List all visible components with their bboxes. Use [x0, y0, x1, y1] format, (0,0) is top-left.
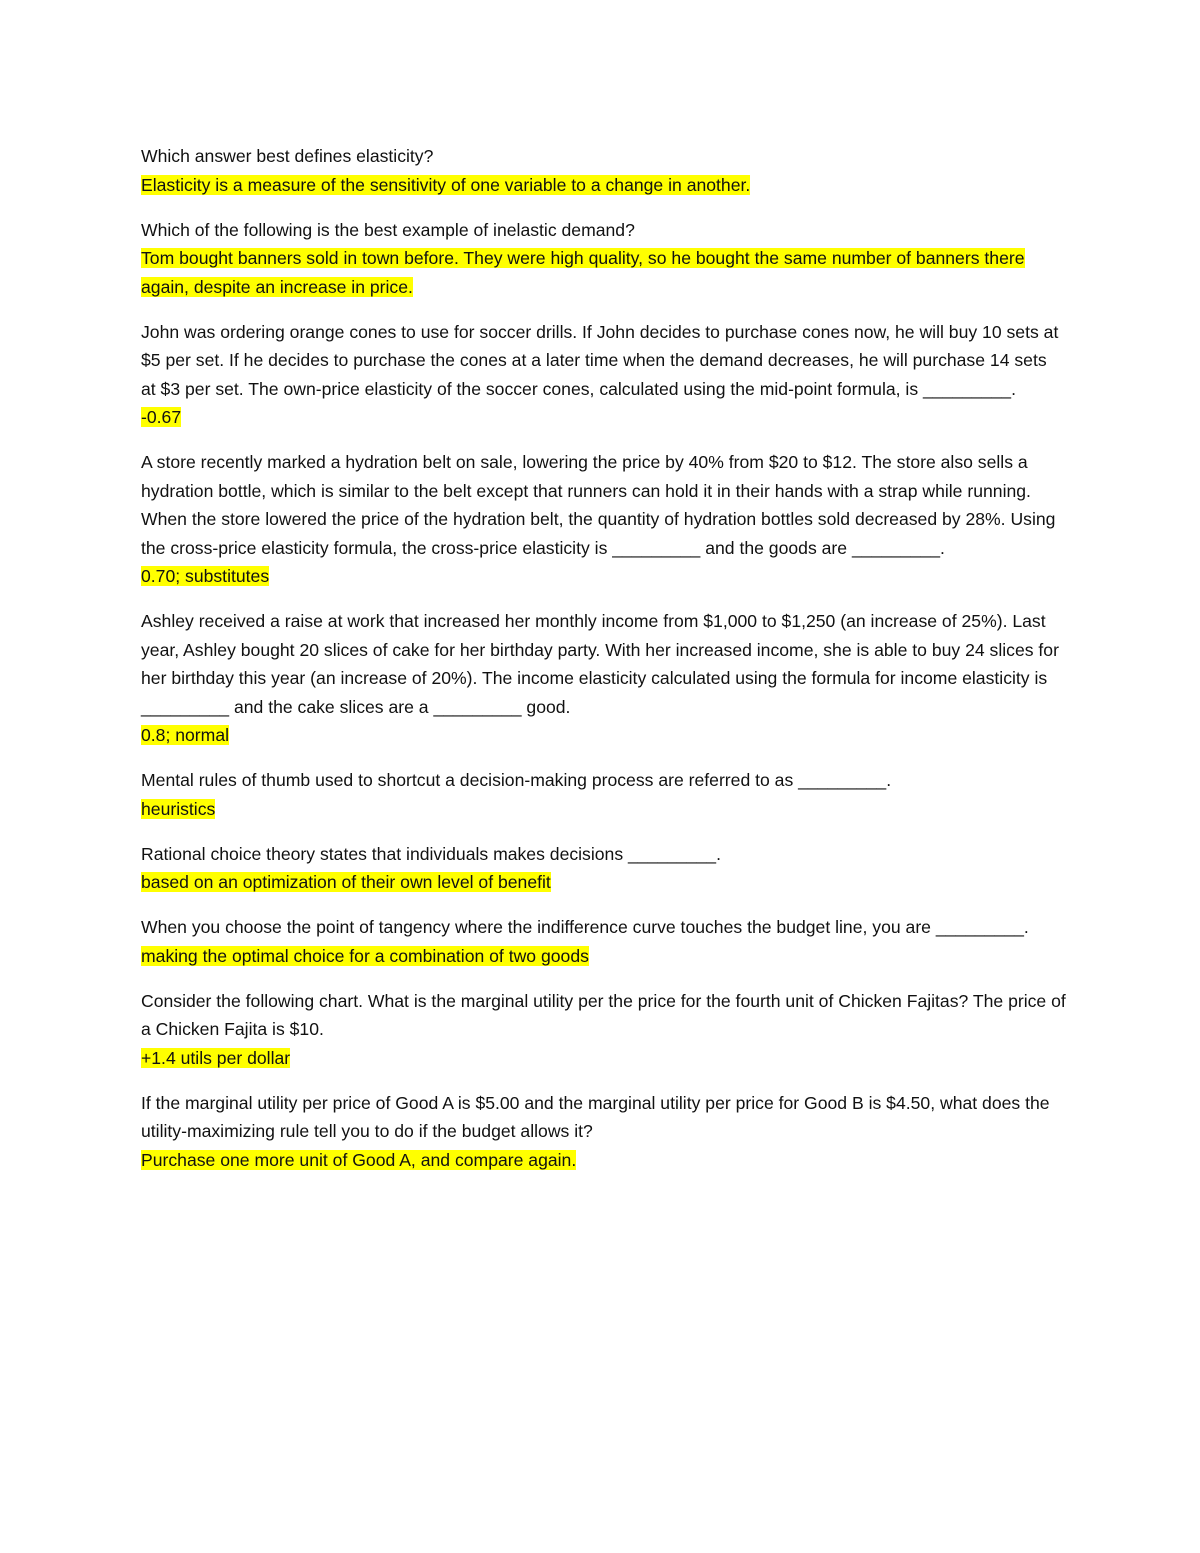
- answer-text: [141, 942, 1066, 971]
- answer-text: [141, 795, 1066, 824]
- qa-item: [141, 607, 1066, 750]
- qa-item: [141, 1089, 1066, 1175]
- qa-item: [141, 216, 1066, 302]
- qa-item: [141, 766, 1066, 823]
- answer-text: [141, 562, 1066, 591]
- answer-text: [141, 1044, 1066, 1073]
- question-text: John was ordering orange cones to use for soccer drills. If John decides to purchase cones now, he will buy 10 sets at $5 per set. If he decides to purchase the cones at a later time when the demand decreases, he will purchase 14 sets at $3 per set. The own-price elasticity of the soccer cones, calculated using the mid-point formula, is _________.: [141, 321, 1059, 399]
- answer-highlight: -0.67: [141, 407, 182, 427]
- question-text: Rational choice theory states that individuals makes decisions _________.: [141, 843, 721, 864]
- answer-text: [141, 244, 1066, 301]
- question-text: Which of the following is the best example of inelastic demand?: [141, 219, 635, 240]
- question-text: When you choose the point of tangency where the indifference curve touches the budget line, you are _________.: [141, 917, 1029, 937]
- question-text: If the marginal utility per price of Good A is $5.00 and the marginal utility per price for Good B is $4.50, what does the utility-maximizing rule tell you to do if the budget allows it?: [141, 1092, 1050, 1141]
- document-page: [141, 142, 1066, 1191]
- question-text: Mental rules of thumb used to shortcut a decision-making process are referred to as _________.: [141, 770, 892, 790]
- question-text: Consider the following chart. What is the marginal utility per the price for the fourth unit of Chicken Fajitas? The price of a Chicken Fajita is $10.: [141, 990, 1066, 1039]
- answer-highlight: +1.4 utils per dollar: [141, 1047, 291, 1068]
- answer-highlight: Tom bought banners sold in town before. They were high quality, so he bought the same number of banners there again, despite an increase in price.: [141, 248, 1025, 297]
- qa-item: [141, 318, 1066, 432]
- qa-item: [141, 840, 1066, 897]
- answer-highlight: Elasticity is a measure of the sensitivity of one variable to a change in another.: [141, 174, 751, 195]
- answer-text: [141, 721, 1066, 750]
- answer-highlight: heuristics: [141, 798, 216, 819]
- qa-item: [141, 987, 1066, 1073]
- question-text: Ashley received a raise at work that increased her monthly income from $1,000 to $1,250 (an increase of 25%). Last year, Ashley bought 20 slices of cake for her birthday party. With her increased income, she is able to buy 24 slices for her birthday this year (an increase of 20%). The income elasticity calculated using the formula for income elasticity is _________ and the cake slices are a _________ good.: [141, 611, 1059, 717]
- answer-highlight: based on an optimization of their own level of benefit: [141, 872, 551, 892]
- answer-text: [141, 868, 1066, 897]
- question-text: Which answer best defines elasticity?: [141, 146, 434, 166]
- answer-highlight: making the optimal choice for a combination of two goods: [141, 945, 589, 966]
- question-text: A store recently marked a hydration belt on sale, lowering the price by 40% from $20 to $12. The store also sells a hydration bottle, which is similar to the belt except that runners can hold it in their hands with a strap while running. When the store lowered the price of the hydration belt, the quantity of hydration bottles sold decreased by 28%. Using the cross-price elasticity formula, the cross-price elasticity is _________ and the goods are _________.: [141, 452, 1056, 558]
- answer-highlight: Purchase one more unit of Good A, and compare again.: [141, 1149, 577, 1170]
- answer-text: [141, 1146, 1066, 1175]
- answer-text: [141, 403, 1066, 432]
- qa-item: [141, 448, 1066, 591]
- answer-highlight: 0.8; normal: [141, 725, 230, 745]
- qa-item: [141, 913, 1066, 970]
- qa-item: [141, 142, 1066, 199]
- answer-text: [141, 171, 1066, 200]
- answer-highlight: 0.70; substitutes: [141, 566, 270, 586]
